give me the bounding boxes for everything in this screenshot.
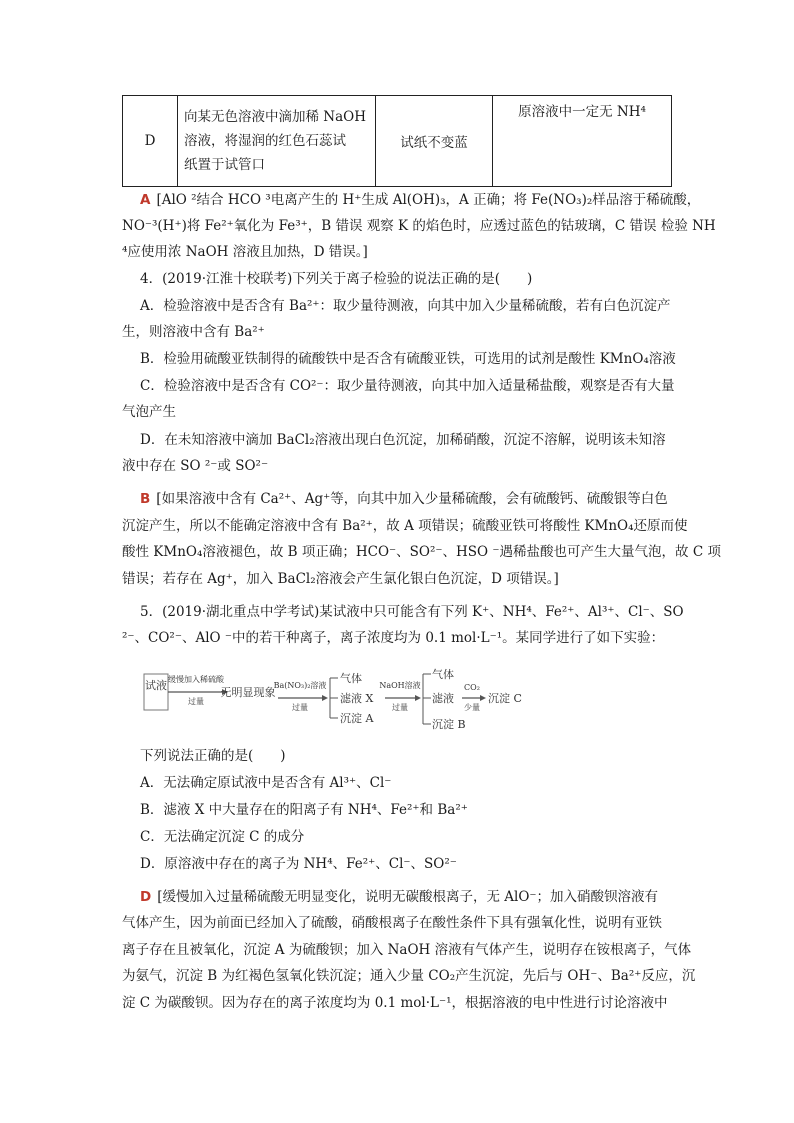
precipitate-b: 沉淀 B: [432, 718, 466, 731]
conclusion-cell: 原溶液中一定无 NH⁴: [493, 96, 672, 187]
answer-text: [如果溶液中含有 Ca²⁺、Ag⁺等，向其中加入少量稀硫酸，会有硫酸钙、硫酸银等白色: [156, 491, 668, 507]
q4-answer-line: [140, 489, 700, 510]
filtrate: 滤液: [432, 692, 454, 705]
table-row: [123, 96, 672, 187]
q4-answer-line: 酸性 KMnO₄溶液褪色，故 B 项正确；HCO⁻、SO²⁻、HSO ⁻遇稀盐酸也可产生大量气泡，故 C 项: [122, 544, 721, 560]
filtrate-x: 滤液 X: [340, 692, 374, 705]
operation-line: 向某无色溶液中滴加稀 NaOH: [184, 109, 366, 125]
q5-answer-line: 为氨气，沉淀 B 为红褐色氢氧化铁沉淀；通入少量 CO₂产生沉淀，先后与 OH⁻、Ba²⁺反应，沉: [122, 968, 696, 984]
operation-cell: [178, 96, 376, 187]
q5-option-c: C．无法确定沉淀 C 的成分: [140, 829, 305, 845]
q4-option-a: 生，则溶液中含有 Ba²⁺: [122, 324, 265, 340]
operation-line: 溶液，将湿润的红色石蕊试: [184, 133, 346, 149]
operation-line: 纸置于试管口: [184, 157, 265, 173]
q3-answer-line: ⁴应使用浓 NaOH 溶液且加热，D 错误。]: [122, 244, 368, 260]
precipitate-c: 沉淀 C: [488, 692, 522, 705]
q5-answer-line: 气体产生，因为前面已经加入了硫酸，硝酸根离子在酸性条件下具有强氧化性，说明有亚铁: [122, 915, 662, 931]
q5-stem: 5．(2019·湖北重点中学考试)某试液中只可能含有下列 K⁺、NH⁴、Fe²⁺、Al³⁺、Cl⁻、SO: [140, 604, 684, 620]
q4-option-d: D．在未知溶液中滴加 BaCl₂溶液出现白色沉淀，加稀硝酸，沉淀不溶解，说明该未知溶: [140, 432, 666, 448]
q5-stem: ²⁻、CO²⁻、AlO ⁻中的若干种离子，离子浓度均为 0.1 mol·L⁻¹。某同学进行了如下实验：: [122, 630, 665, 646]
q3-answer-line: NO⁻³(H⁺)将 Fe²⁺氧化为 Fe³⁺，B 错误 观察 K 的焰色时，应透过蓝色的钴玻璃，C 错误 检验 NH: [122, 218, 716, 234]
gas-2: 气体: [432, 668, 454, 681]
precipitate-a: 沉淀 A: [340, 712, 374, 725]
q5-answer-line: 淀 C 为碳酸钡。因为存在的离子浓度均为 0.1 mol·L⁻¹，根据溶液的电中性进行讨论溶液中: [122, 995, 668, 1011]
step4-reagent: CO₂: [464, 683, 480, 692]
answer-letter: A: [140, 192, 151, 208]
step2-amount: 过量: [292, 703, 308, 712]
flowchart-svg: [140, 668, 540, 736]
q4-stem: 4．(2019·江淮十校联考)下列关于离子检验的说法正确的是( ): [140, 271, 533, 287]
q5-question: 下列说法正确的是( ): [140, 748, 286, 764]
step2-reagent: Ba(NO₃)₂溶液: [273, 681, 327, 690]
step3-reagent: NaOH溶液: [379, 681, 421, 690]
sample-label: 试液: [145, 679, 167, 692]
q5-answer-line: 离子存在且被氧化，沉淀 A 为硫酸钡；加入 NaOH 溶液有气体产生，说明存在铵根离子，气体: [122, 942, 692, 958]
q4-answer-line: 错误；若存在 Ag⁺，加入 BaCl₂溶液会产生氯化银白色沉淀，D 项错误。]: [122, 571, 559, 587]
q5-option-b: B．滤液 X 中大量存在的阳离子有 NH⁴、Fe²⁺和 Ba²⁺: [140, 802, 468, 818]
arrow-2-head: [322, 695, 328, 701]
answer-letter: D: [140, 889, 152, 905]
answer-text: [缓慢加入过量稀硫酸无明显变化，说明无碳酸根离子，无 AlO⁻；加入硝酸钡溶液有: [157, 889, 659, 905]
q5-answer-line: [140, 887, 700, 908]
answer-text: [AlO ²结合 HCO ³电离产生的 H⁺生成 Al(OH)₃，A 正确；将 Fe(NO₃)₂样品溶于稀硫酸，: [156, 192, 701, 208]
q4-option-c: C．检验溶液中是否含有 CO²⁻：取少量待测液，向其中加入适量稀盐酸，观察是否有大量: [140, 378, 675, 394]
q4-option-a: A．检验溶液中是否含有 Ba²⁺：取少量待测液，向其中加入少量稀硫酸，若有白色沉淀产: [140, 298, 671, 314]
phenomenon-cell: 试纸不变蓝: [376, 96, 493, 187]
option-letter: D: [123, 96, 178, 187]
experiment-flowchart: [140, 668, 540, 736]
arrow-3-head: [415, 695, 421, 701]
arrow-4-head: [480, 695, 486, 701]
state-no-change: 无明显现象: [220, 686, 276, 699]
step1-reagent: 缓慢加入稀硫酸: [168, 675, 224, 684]
q4-option-b: B．检验用硫酸亚铁制得的硫酸铁中是否含有硫酸亚铁，可选用的试剂是酸性 KMnO₄溶液: [140, 351, 676, 367]
q4-option-d: 液中存在 SO ²⁻或 SO²⁻: [122, 458, 269, 474]
step3-amount: 过量: [392, 703, 408, 712]
step1-amount: 过量: [188, 697, 204, 706]
q5-option-a: A．无法确定原试液中是否含有 Al³⁺、Cl⁻: [140, 775, 392, 791]
gas-1: 气体: [340, 672, 362, 685]
step4-amount: 少量: [464, 703, 480, 712]
q4-answer-line: 沉淀产生，所以不能确定溶液中含有 Ba²⁺，故 A 项错误；硫酸亚铁可将酸性 KMnO₄还原而使: [122, 518, 688, 534]
option-table: [122, 95, 672, 187]
q5-option-d: D．原溶液中存在的离子为 NH⁴、Fe²⁺、Cl⁻、SO²⁻: [140, 856, 457, 872]
answer-letter: B: [140, 491, 151, 507]
q4-option-c: 气泡产生: [122, 404, 176, 420]
q3-answer-line: [140, 190, 700, 211]
